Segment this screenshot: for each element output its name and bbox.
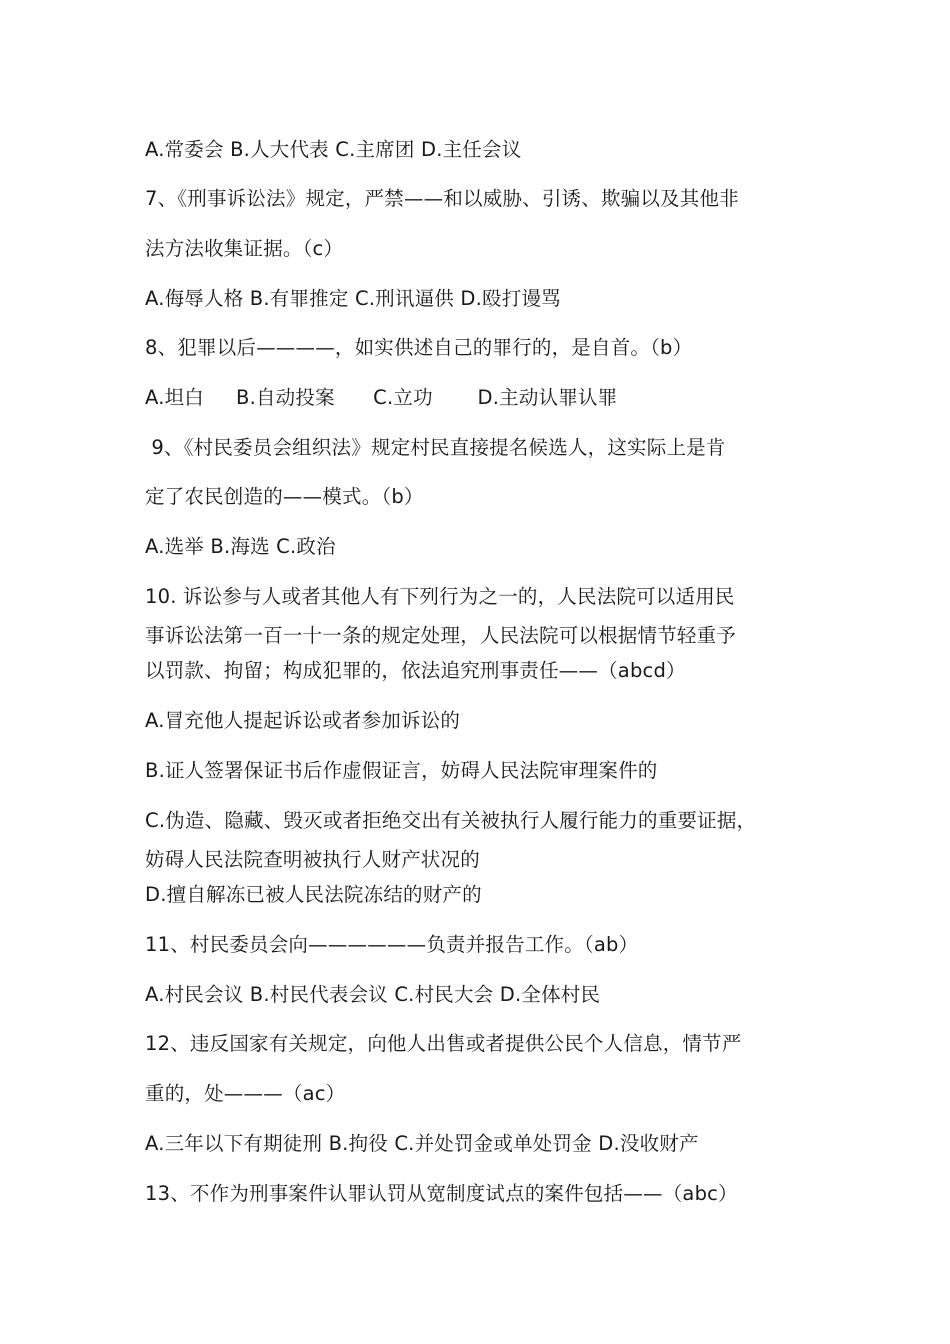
q11-options: A.村民会议 B.村民代表会议 C.村民大会 D.全体村民 [145, 983, 601, 1006]
q10-option-b: B.证人签署保证书后作虚假证言，妨碍人民法院审理案件的 [145, 759, 658, 782]
q9-options: A.选举 B.海选 C.政治 [145, 535, 336, 558]
q8-text: 8、犯罪以后————，如实供述自己的罪行的，是自首。（b） [145, 336, 693, 359]
q7-options: A.侮辱人格 B.有罪推定 C.刑讯逼供 D.殴打谩骂 [145, 287, 561, 310]
q10-text-line-2: 事诉讼法第一百一十一条的规定处理，人民法院可以根据情节轻重予 [145, 624, 737, 647]
q6-options: A.常委会 B.人大代表 C.主席团 D.主任会议 [145, 138, 522, 161]
q10-option-a: A.冒充他人提起诉讼或者参加诉讼的 [145, 709, 461, 732]
q8-options: A.坦白 B.自动投案 C.立功 D.主动认罪认罪 [145, 386, 618, 409]
q12-text-line-2: 重的，处———（ac） [145, 1082, 346, 1105]
q7-text-line-2: 法方法收集证据。（c） [145, 237, 344, 260]
q10-option-d: D.擅自解冻已被人民法院冻结的财产的 [145, 883, 482, 906]
q10-text-line-3: 以罚款、拘留；构成犯罪的，依法追究刑事责任——（abcd） [145, 659, 686, 682]
q9-text-line-1: 9、《村民委员会组织法》规定村民直接提名候选人，这实际上是肯 [145, 436, 726, 459]
q12-text-line-1: 12、违反国家有关规定，向他人出售或者提供公民个人信息，情节严 [145, 1032, 742, 1055]
q10-text-line-1: 10. 诉讼参与人或者其他人有下列行为之一的，人民法院可以适用民 [145, 585, 735, 608]
q10-option-c-line-1: C.伪造、隐藏、毁灭或者拒绝交出有关被执行人履行能力的重要证据， [145, 809, 757, 832]
q7-text-line-1: 7、《刑事诉讼法》规定，严禁——和以威胁、引诱、欺骗以及其他非 [145, 187, 739, 210]
q9-text-line-2: 定了农民创造的——模式。（b） [145, 485, 424, 508]
q10-option-c-line-2: 妨碍人民法院查明被执行人财产状况的 [145, 848, 480, 871]
q13-text: 13、不作为刑事案件认罪认罚从宽制度试点的案件包括——（abc） [145, 1182, 738, 1205]
q11-text: 11、村民委员会向——————负责并报告工作。（ab） [145, 933, 639, 956]
q12-options: A.三年以下有期徒刑 B.拘役 C.并处罚金或单处罚金 D.没收财产 [145, 1132, 699, 1155]
